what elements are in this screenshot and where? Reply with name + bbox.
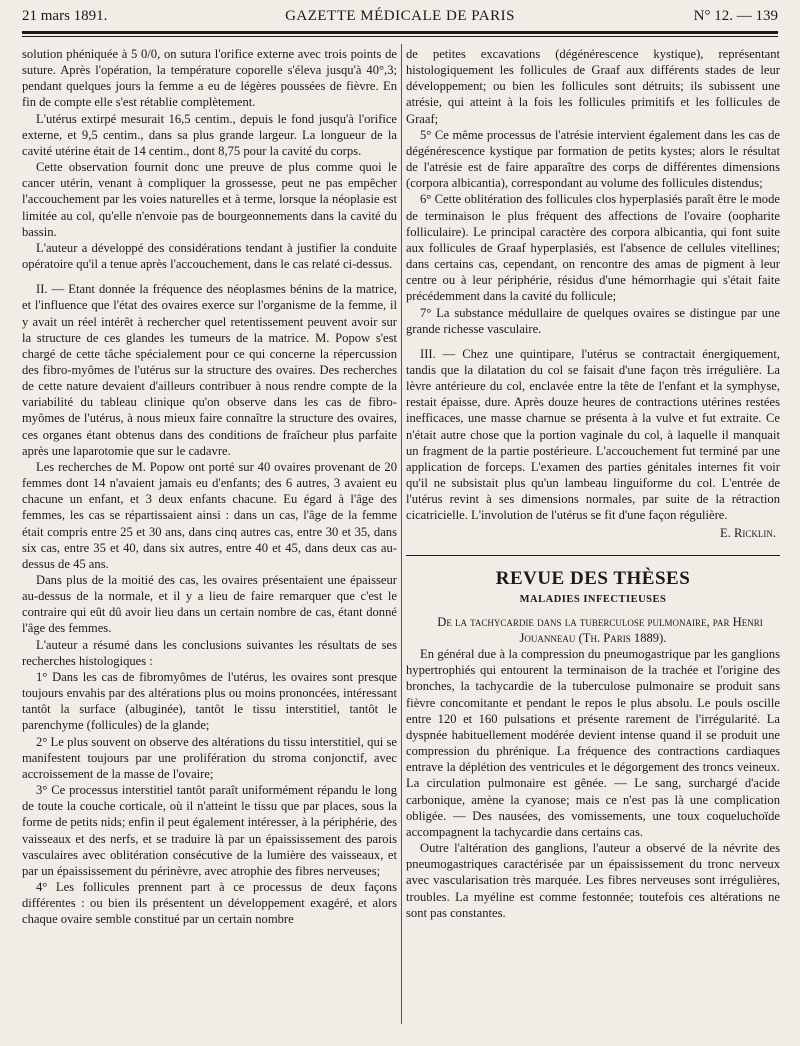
page-header <box>22 6 778 30</box>
paragraph: L'auteur a résumé dans les conclusions suivantes les résultats de ses recherches histologiques : <box>22 637 397 668</box>
paragraph: 5° Ce même processus de l'atrésie intervient également dans les cas de dégénérescence kystique par formation de petits kystes; alors le résultat de l'atrésie est de faire apparaître des corps de différentes dimensions (corpora albicantia), correspondant au volume des follicules distendus; <box>406 127 780 191</box>
header-rule-thin <box>22 36 778 37</box>
article-heading: De la tachycardie dans la tuberculose pulmonaire, par Henri Jouanneau (Th. Paris 1889). <box>437 614 763 645</box>
paragraph: En général due à la compression du pneumogastrique par les ganglions hypertrophiés qui entourent la terminaison de la trachée et l'origine des bronches, la tachycardie de la tuberculose pulmonaire se produit sans fièvre concomitante et pendant le repos le plus absolu. Le pouls oscille entre 120 et 160 pulsations et présente rarement de l'irrégularité. La dyspnée habituellement modérée devient intense quand il se produit une compression du phrénique. La fréquence des contractions cardiaques entrave la déplétion des ventricules et le dégorgement des troncs veineux. La circulation pulmonaire est gênée. — Le sang, surchargé d'acide carbonique, amène la cyanose; mais ce n'est pas là une complication obligée. — Des nausées, des vomissements, une toux coqueluchoïde accompagnent la tachycardie dans certains cas. <box>406 647 780 839</box>
paragraph: III. — Chez une quintipare, l'utérus se contractait énergiquement, tandis que la dilatation du col se faisait d'une façon très irrégulière. La lèvre antérieure du col, enclavée entre la tête de l'enfant et la symphyse, restait épaisse, dure. Après douze heures de contractions utérines restées inefficaces, une masse charnue se présenta à la vulve et fut extraite. Ce n'était autre chose que la portion vaginale du col, à laquelle il manquait un fragment de la partie postérieure. L'accouchement fut terminé par une application de forceps. L'examen des parties génitales internes fit voir qu'il ne subsistait plus qu'un lambeau linguiforme du col. L'entrée de l'utérus revint à ses dimensions normales, par suite de la rétraction cicatricielle. L'involution de l'utérus se fit d'une façon régulière. <box>406 346 780 523</box>
paragraph: Les recherches de M. Popow ont porté sur 40 ovaires provenant de 20 femmes dont 14 n'avaient jamais eu d'enfants; des 6 autres, 3 avaient eu chacune un enfant, et 3 deux enfants chacune. Eu égard à l'âge des femmes, les cas se répartissaient ainsi : dans un cas, l'âge de la femme était compris entre 25 et 30 ans, dans cinq autres cas, entre 30 et 35, dans six cas, entre 35 et 40, dans six autres, entre 40 et 45, dans deux cas au-dessus de 45 ans. <box>22 459 397 571</box>
paragraph: L'utérus extirpé mesurait 16,5 centim., depuis le fond jusqu'à l'orifice externe, et 9,5 centim., dans sa plus grande largeur. La longueur de la cavité utérine était de 14 centim., dont 8,75 pour la cavité du corps. <box>22 111 397 158</box>
paragraph: 7° La substance médullaire de quelques ovaires se distingue par une grande richesse vasculaire. <box>406 305 780 336</box>
paragraph: Outre l'altération des ganglions, l'auteur a observé de la névrite des pneumogastriques caractérisée par un épaississement du tronc nerveux avec vascularisation très marquée. Les fibres nerveuses sont irrégulières, troubles. La myéline est comme festonnée; toutefois ces altérations ne sont pas constantes. <box>406 841 780 920</box>
journal-title: GAZETTE MÉDICALE DE PARIS <box>285 8 515 24</box>
right-column <box>406 46 780 921</box>
header-rule <box>22 31 778 34</box>
paragraph: de petites excavations (dégénérescence kystique), représentant histologiquement les follicules de Graaf aux différents stades de leur développement; ou bien les follicules sont détruits; ils subissent une atrésie, qui atteint à la fois les follicules primitifs et les follicules de Graaf; <box>406 47 780 126</box>
author-signature: E. Ricklin. <box>719 525 776 540</box>
paragraph: 6° Cette oblitération des follicules clos hyperplasiés paraît être le mode de terminaison le plus fréquent des affections de l'ovaire (oopharite folliculaire). Le principal caractère des corpora albicantia, qui font suite aux follicules de Graaf hyperplasiés, est l'absence de cellules vitellines; dans certains cas, cependant, on rencontre des amas de pigment à leur centre ou à leur périphérie, résidus d'une hémorrhagie qui s'était faite précédemment dans la cavité du follicule; <box>406 192 780 304</box>
paragraph: solution phéniquée à 5 0/0, on sutura l'orifice externe avec trois points de suture. Après l'opération, la température coporelle s'éleva jusqu'à 40°,3; pendant quelques jours la femme a eu de légères poussées de fièvre. En fin de compte elle s'est rétablie complètement. <box>22 47 397 110</box>
paragraph: 3° Ce processus interstitiel tantôt paraît uniformément répandu le long de toute la couche corticale, où il n'atteint le tissu que par places, sous la forme de petits nids; enfin il peut également intéresser, à la périphérie, des vaisseaux et des nerfs, et se traduire là par un épaississement des parois vasculaires avec oblitération consécutive de la lumière des vaisseaux, et par un épaississement du périnèvre, avec atrophie des fibres nerveuses; <box>22 783 397 878</box>
issue-date: 21 mars 1891. <box>22 8 108 24</box>
paragraph: Dans plus de la moitié des cas, les ovaires présentaient une épaisseur au-dessus de la normale, et il y a lieu de faire remarquer que c'est le contraire qui eût dû avoir lieu dans un certain nombre de cas, étant donné l'âge des femmes. <box>22 573 397 636</box>
page-number: N° 12. — 139 <box>693 8 778 24</box>
paragraph: 2° Le plus souvent on observe des altérations du tissu interstitiel, qui se manifestent toujours par une prolifération du stroma conjonctif, avec accroissement de la masse de l'ovaire; <box>22 734 397 781</box>
paragraph: Cette observation fournit donc une preuve de plus comme quoi le cancer utérin, venant à compliquer la grossesse, peut ne pas empêcher l'accouchement par les voies naturelles et à terme, lorsque la néoplasie est limitée au col, qu'elle n'envoie pas de bourgeonnements dans la cavité du bassin. <box>22 160 397 239</box>
section-subtitle: MALADIES INFECTIEUSES <box>519 593 667 605</box>
paragraph: L'auteur a développé des considérations tendant à justifier la conduite opératoire qu'il a tenue après l'accouchement, dans le cas relaté ci-dessus. <box>22 240 397 272</box>
section-rule <box>406 555 780 556</box>
paragraph: 4° Les follicules prennent part à ce processus de deux façons différentes : ou bien ils présentent un développement exagéré, et alors chaque ovaire semble constitué par un certain nombre <box>22 879 397 927</box>
left-column <box>22 46 397 927</box>
paragraph: 1° Dans les cas de fibromyômes de l'utérus, les ovaires sont presque toujours envahis par des altérations plus ou moins prononcées, intéressant tantôt la surface (albuginée), tantôt le tissu interstitiel, tantôt le parenchyme (follicules) de la glande; <box>22 669 397 733</box>
section-title: REVUE DES THÈSES <box>495 567 691 589</box>
column-divider <box>401 44 402 1024</box>
paragraph: II. — Etant donnée la fréquence des néoplasmes bénins de la matrice, et l'influence que l'état des ovaires exerce sur l'organisme de la femme, il y avait un réel intérêt à rechercher quel retentissement peuvent avoir sur la structure de ces glandes les tumeurs de la matrice. M. Popow s'est chargé de cette tâche spécialement pour ce qui concerne la répercussion des fibro-myômes de l'utérus sur la structure des ovaires. Des recherches de cette nature devaient d'ailleurs contribuer à nous rendre compte de la variabilité du tableau clinique qu'on observe dans les cas de fibro-myômes de l'utérus, à nous mieux faire connaître la structure des ovaires, ces organes étant obtenus dans des conditions de fraîcheur plus parfaite après une laparotomie que sur le cadavre. <box>22 282 397 458</box>
